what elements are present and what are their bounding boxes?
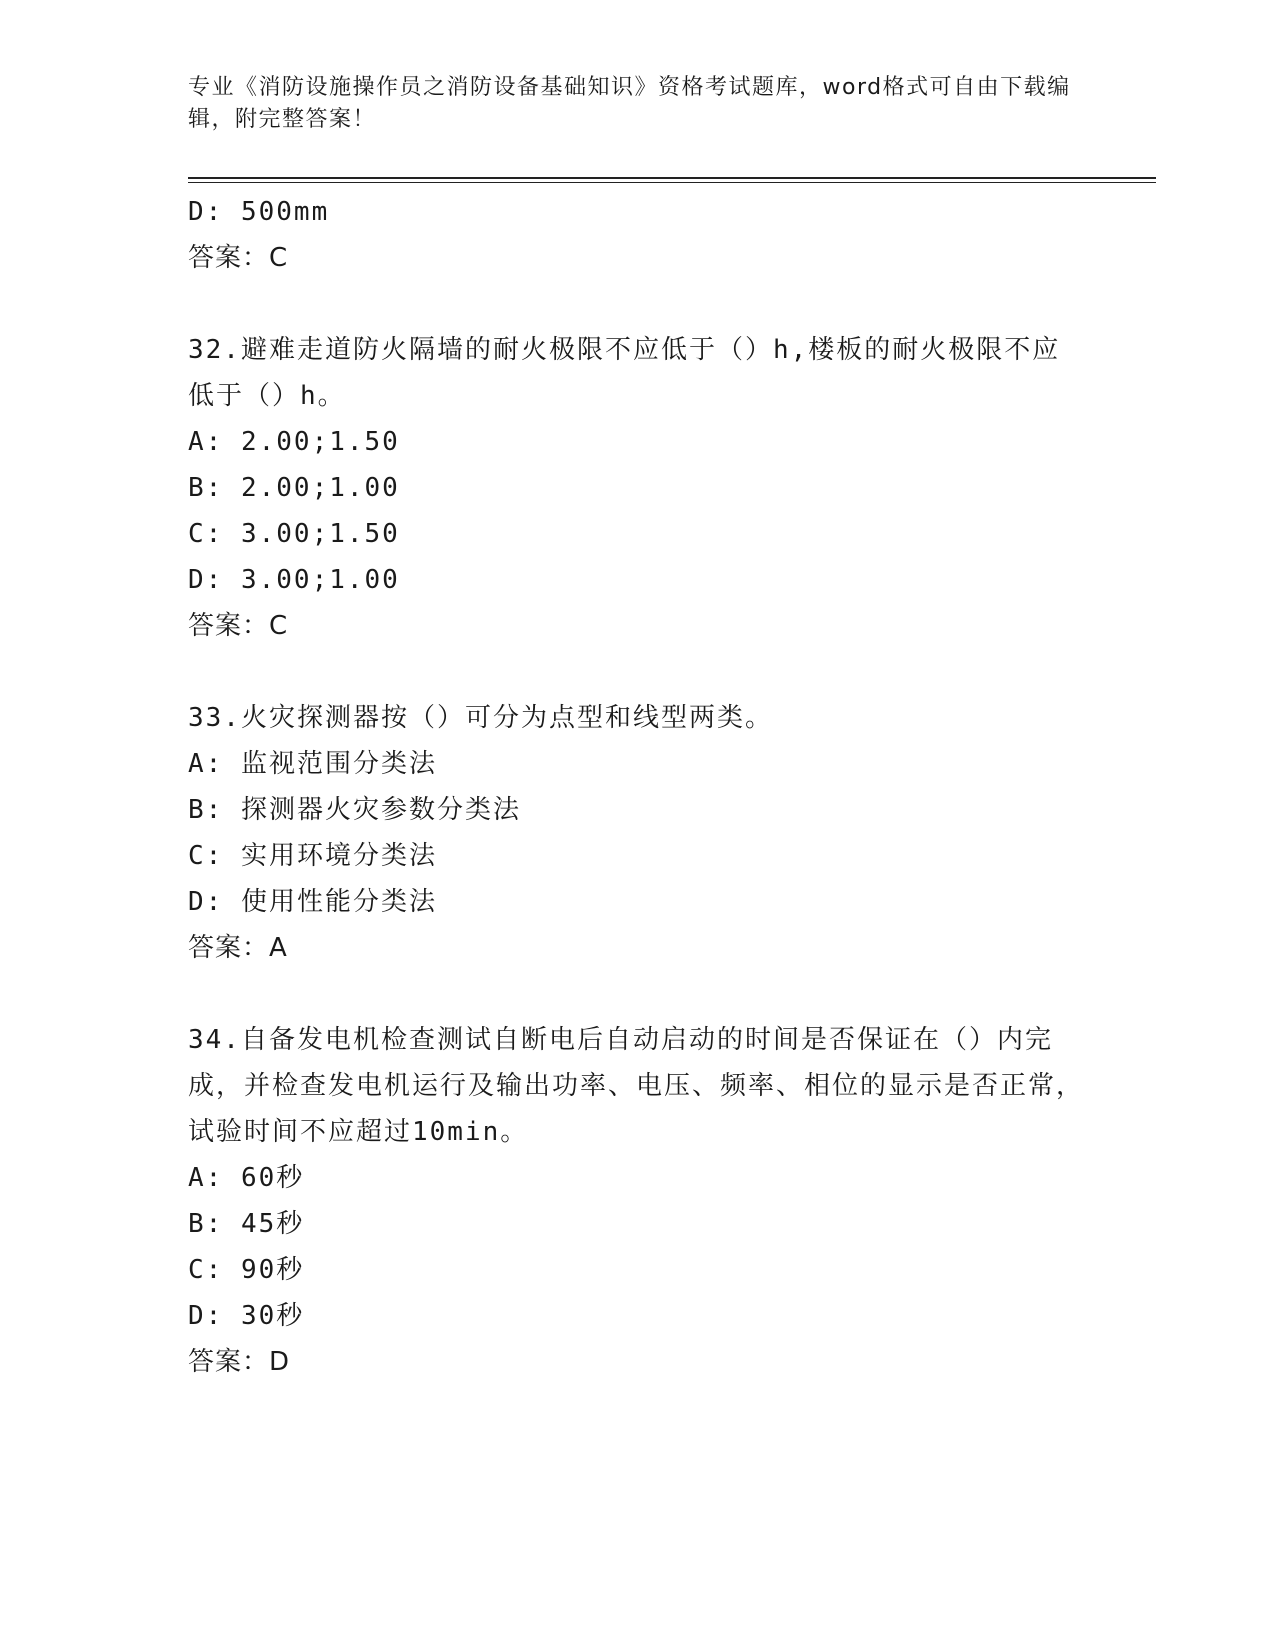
option-b: B: 45秒 — [188, 1209, 305, 1239]
question-text: 33.火灾探测器按（）可分为点型和线型两类。 — [188, 703, 773, 733]
answer-line: 答案：C — [188, 611, 289, 641]
answer-line: 答案：D — [188, 1347, 291, 1377]
option-d: D: 30秒 — [188, 1301, 305, 1331]
question-text: 32.避难走道防火隔墙的耐火极限不应低于（）h,楼板的耐火极限不应低于（）h。 — [188, 335, 1061, 411]
option-a: A: 监视范围分类法 — [188, 749, 437, 779]
option-d: D: 使用性能分类法 — [188, 887, 437, 917]
option-a: A: 2.00;1.50 — [188, 427, 400, 457]
option-c: C: 实用环境分类法 — [188, 841, 437, 871]
document-body — [188, 189, 1088, 1385]
spacer — [188, 649, 1088, 695]
option-d: D: 500mm — [188, 197, 330, 227]
option-c: C: 3.00;1.50 — [188, 519, 400, 549]
header-divider-thin — [188, 182, 1156, 183]
option-d: D: 3.00;1.00 — [188, 565, 400, 595]
option-b: B: 探测器火灾参数分类法 — [188, 795, 521, 825]
spacer — [188, 281, 1088, 327]
option-b: B: 2.00;1.00 — [188, 473, 400, 503]
option-a: A: 60秒 — [188, 1163, 305, 1193]
question-block — [188, 1017, 1088, 1385]
spacer — [188, 971, 1088, 1017]
answer-line: 答案：A — [188, 933, 288, 963]
question-block — [188, 695, 1088, 971]
page-header: 专业《消防设施操作员之消防设备基础知识》资格考试题库，word格式可自由下载编辑，附完整答案！ — [188, 75, 1071, 132]
question-block — [188, 327, 1088, 649]
header-divider — [188, 177, 1156, 179]
question-text: 34.自备发电机检查测试自断电后自动启动的时间是否保证在（）内完成，并检查发电机运行及输出功率、电压、频率、相位的显示是否正常，试验时间不应超过10min。 — [188, 1025, 1085, 1147]
option-c: C: 90秒 — [188, 1255, 305, 1285]
answer-line: 答案：C — [188, 243, 289, 273]
